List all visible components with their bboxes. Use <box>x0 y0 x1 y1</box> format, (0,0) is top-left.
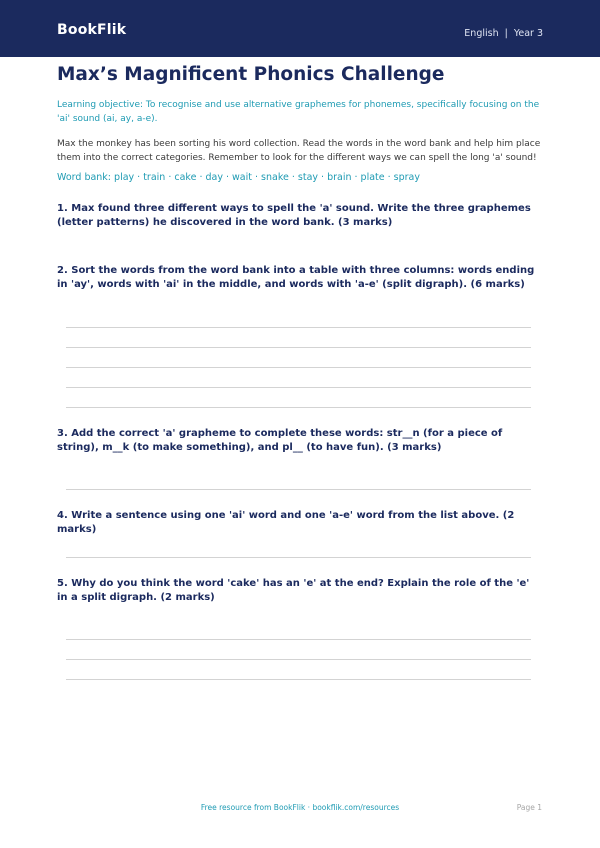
page-header <box>0 0 600 57</box>
subject-label: English <box>464 28 499 39</box>
question-4: 4. Write a sentence using one 'ai' word and one 'a-e' word from the list above. (2 marks) <box>57 510 515 535</box>
subject-year <box>464 28 543 39</box>
year-label: Year 3 <box>513 28 543 39</box>
meta-separator: | <box>504 28 508 39</box>
word-bank: Word bank: play · train · cake · day · wait · snake · stay · brain · plate · spray <box>57 172 420 183</box>
question-1: 1. Max found three different ways to spell the 'a' sound. Write the three graphemes (letter patterns) he discovered in the word bank. (3 marks) <box>57 203 531 228</box>
intro-text: Max the monkey has been sorting his word collection. Read the words in the word bank and help him place them into the correct categories. Remember to look for the different ways we can spell the long 'a' sound! <box>57 139 541 163</box>
answer-line[interactable] <box>66 407 531 408</box>
answer-line[interactable] <box>66 639 531 640</box>
answer-line[interactable] <box>66 557 531 558</box>
question-5: 5. Why do you think the word 'cake' has an 'e' at the end? Explain the role of the 'e' in a split digraph. (2 marks) <box>57 578 530 603</box>
page-title: Max’s Magnificent Phonics Challenge <box>57 64 445 85</box>
answer-line[interactable] <box>66 327 531 328</box>
answer-line[interactable] <box>66 387 531 388</box>
answer-line[interactable] <box>66 679 531 680</box>
page-number: Page 1 <box>516 803 542 812</box>
question-2: 2. Sort the words from the word bank into a table with three columns: words ending in 'ay', words with 'ai' in the middle, and words with 'a-e' (split digraph). (6 marks) <box>57 265 535 290</box>
answer-line[interactable] <box>66 367 531 368</box>
footer-text: Free resource from BookFlik · bookflik.com/resources <box>200 803 400 812</box>
brand-logo: BookFlik <box>57 22 127 38</box>
answer-line[interactable] <box>66 489 531 490</box>
answer-line[interactable] <box>66 347 531 348</box>
learning-objective: Learning objective: To recognise and use alternative graphemes for phonemes, specifically focusing on the 'ai' sound (ai, ay, a-e). <box>57 100 540 124</box>
answer-line[interactable] <box>66 659 531 660</box>
question-3: 3. Add the correct 'a' grapheme to complete these words: str__n (for a piece of string), m__k (to make something), and pl__ (to have fun). (3 marks) <box>57 428 503 453</box>
